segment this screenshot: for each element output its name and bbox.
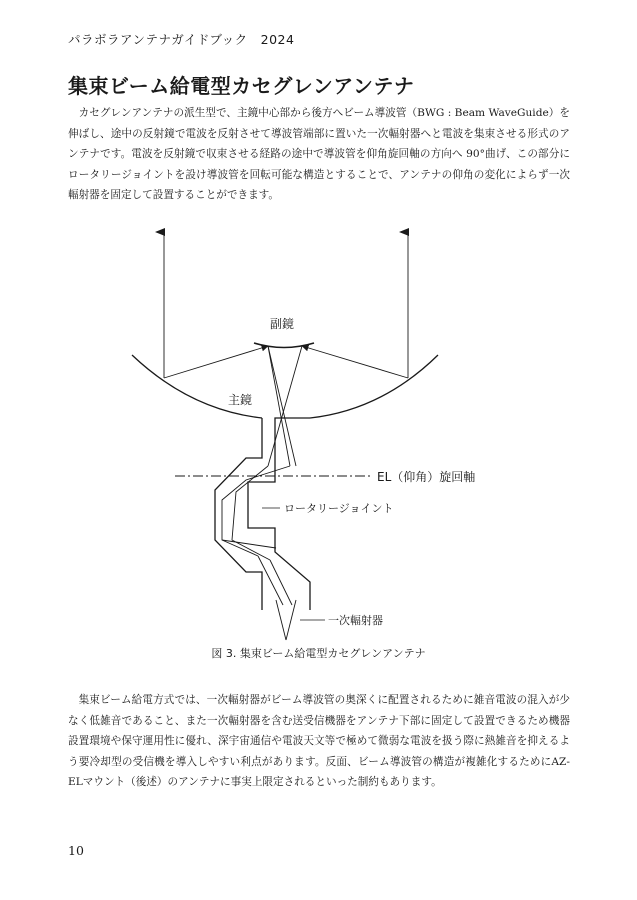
detail-paragraph: 集束ビーム給電方式では、一次輻射器がビーム導波管の奥深くに配置されるために雑音電波の混入が少なく低雑音であること、また一次輻射器を含む送受信機器をアンテナ下部に固定して設置できるため機器設置環境や保守運用性に優れ、深宇宙通信や電波天文等で極めて微弱な電波を扱う際に熱雑音を抑えるよう要冷却型の受信機を導入しやすい利点があります。反面、ビーム導波管の構造が複雑化するためにAZ-ELマウント（後述）のアンテナに事実上限定されるといった制約もあります。 (68, 694, 570, 789)
main-reflector-left (132, 355, 262, 418)
el-axis-label: EL（仰角）旋回軸 (377, 470, 476, 484)
running-header: パラボラアンテナガイドブック 2024 (68, 32, 295, 47)
primary-feed-label: 一次輻射器 (328, 614, 383, 627)
main-reflector-right (310, 355, 438, 418)
subreflector-label: 副鏡 (270, 317, 295, 331)
page-number: 10 (68, 843, 84, 858)
main-reflector-label: 主鏡 (228, 393, 253, 407)
figure-caption: 図 3. 集束ビーム給電型カセグレンアンテナ (211, 647, 426, 660)
section-title: 集束ビーム給電型カセグレンアンテナ (68, 74, 415, 98)
intro-paragraph: カセグレンアンテナの派生型で、主鏡中心部から後方へビーム導波管（BWG : Beam WaveGuide）を伸ばし、途中の反射鏡で電波を反射させて導波管端部に置いた一次輻射器へと電波を集束させる形式のアンテナです。電波を反射鏡で収束させる経路の途中で導波管を仰角旋回軸の方向へ 90°曲げ、この部分にロータリージョイントを設け導波管を回転可能な構造とすることで、アンテナの仰角の変化によらず一次輻射器を固定して設置することができます。 (68, 107, 570, 202)
rotary-joint-label: ロータリージョイント (284, 502, 394, 515)
